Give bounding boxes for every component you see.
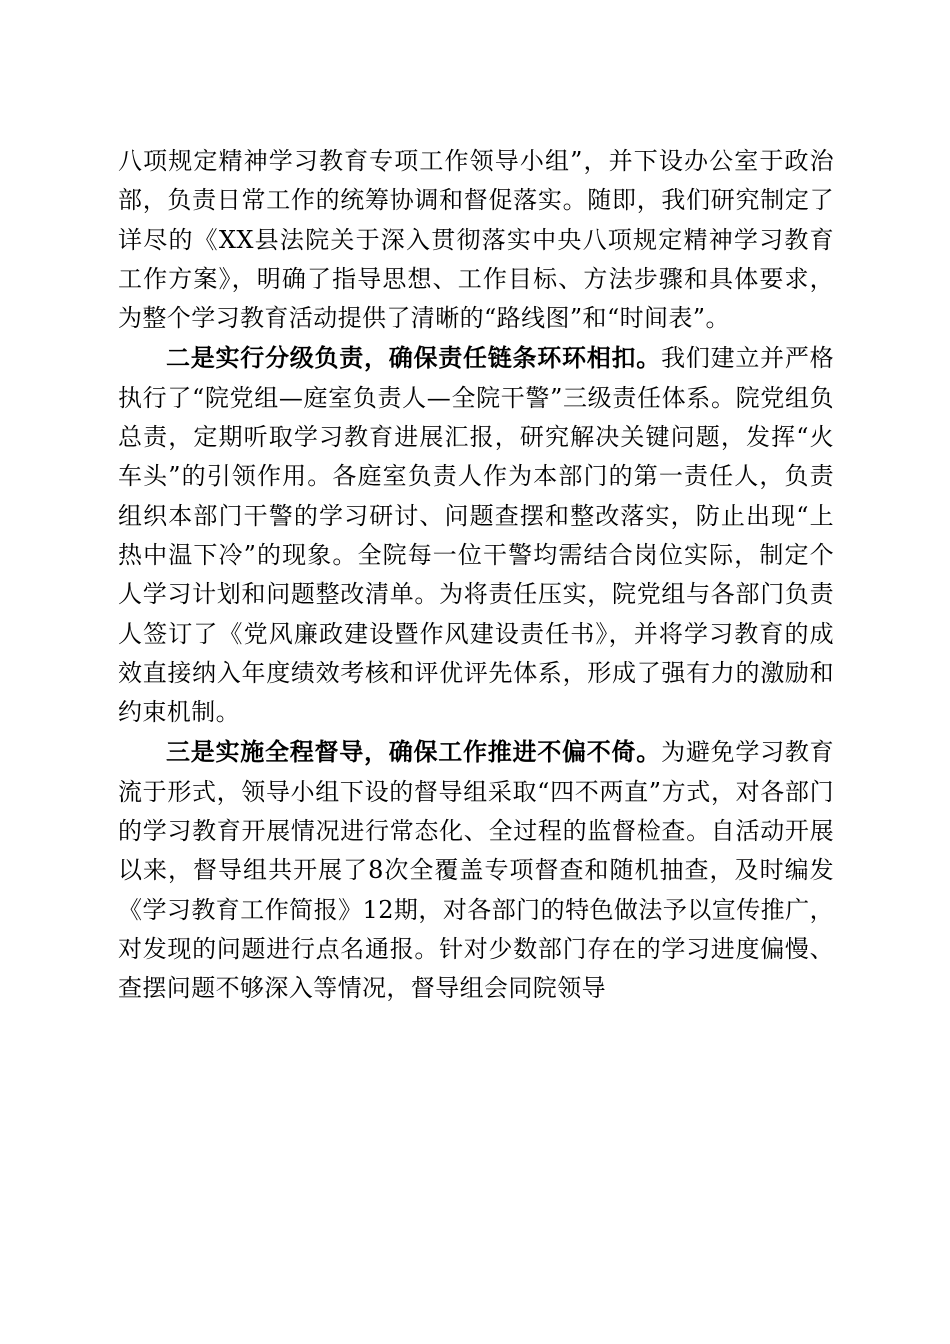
paragraph-continuation (118, 142, 834, 338)
document-body (118, 142, 834, 1009)
paragraph-text: 为避免学习教育流于形式，领导小组下设的督导组采取“四不两直”方式，对各部门的学习教育开展情况进行常态化、全过程的监督检查。自活动开展以来，督导组共开展了8次全覆盖专项督查和随机抽查，及时编发《学习教育工作简报》12期，对各部门的特色做法予以宣传推广，对发现的问题进行点名通报。针对少数部门存在的学习进度偏慢、查摆问题不够深入等情况，督导组会同院领导 (118, 738, 834, 1003)
paragraph-graded-responsibility (118, 338, 834, 732)
paragraph-lead-heading: 三是实施全程督导，确保工作推进不偏不倚。 (166, 737, 662, 767)
paragraph-text: 八项规定精神学习教育专项工作领导小组”，并下设办公室于政治部，负责日常工作的统筹协调和督促落实。随即，我们研究制定了详尽的《XX县法院关于深入贯彻落实中央八项规定精神学习教育工作方案》，明确了指导思想、工作目标、方法步骤和具体要求，为整个学习教育活动提供了清晰的“路线图”和“时间表”。 (118, 147, 834, 333)
paragraph-full-supervision (118, 732, 834, 1008)
paragraph-lead-heading: 二是实行分级负责，确保责任链条环环相扣。 (166, 343, 662, 373)
paragraph-text: 我们建立并严格执行了“院党组—庭室负责人—全院干警”三级责任体系。院党组负总责，定期听取学习教育进展汇报，研究解决关键问题，发挥“火车头”的引领作用。各庭室负责人作为本部门的第一责任人，负责组织本部门干警的学习研讨、问题查摆和整改落实，防止出现“上热中温下冷”的现象。全院每一位干警均需结合岗位实际，制定个人学习计划和问题整改清单。为将责任压实，院党组与各部门负责人签订了《党风廉政建设暨作风建设责任书》，并将学习教育的成效直接纳入年度绩效考核和评优评先体系，形成了强有力的激励和约束机制。 (118, 344, 834, 727)
